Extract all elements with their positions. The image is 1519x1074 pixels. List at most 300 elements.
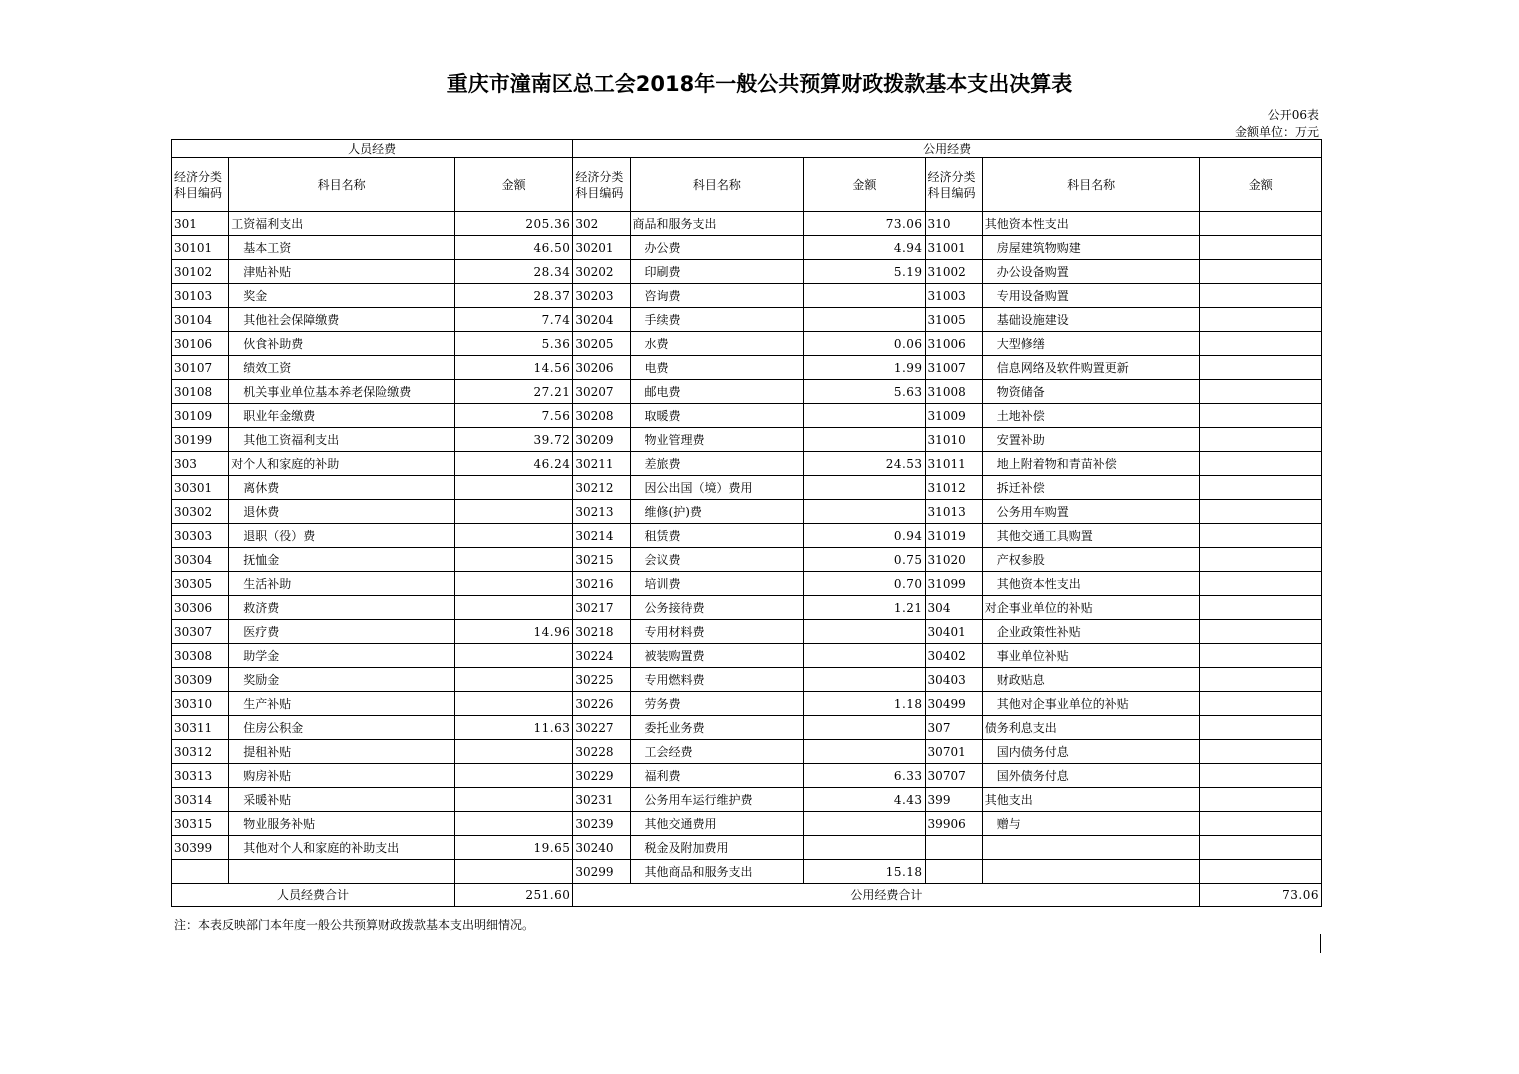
economic-code: 30109: [172, 404, 229, 428]
economic-code: 30315: [172, 812, 229, 836]
item-name: 助学金: [229, 644, 455, 668]
amount: 1.18: [804, 692, 925, 716]
item-name: [229, 860, 455, 884]
item-name: 奖金: [229, 284, 455, 308]
economic-code: 30228: [573, 740, 630, 764]
economic-code: 30201: [573, 236, 630, 260]
amount: [1200, 476, 1322, 500]
table-row: [172, 404, 1322, 428]
amount: [1200, 740, 1322, 764]
item-name: 信息网络及软件购置更新: [982, 356, 1200, 380]
amount: [454, 692, 572, 716]
table-row: [172, 332, 1322, 356]
amount: [1200, 428, 1322, 452]
economic-code: [925, 836, 982, 860]
amount: [804, 812, 925, 836]
economic-code: 31001: [925, 236, 982, 260]
header-amount: 金额: [454, 158, 572, 212]
item-name: 提租补贴: [229, 740, 455, 764]
amount: [1200, 212, 1322, 236]
amount: [1200, 260, 1322, 284]
amount: [454, 788, 572, 812]
item-name: 其他资本性支出: [982, 572, 1200, 596]
item-name: 租赁费: [630, 524, 804, 548]
item-name: 退休费: [229, 500, 455, 524]
economic-code: 30309: [172, 668, 229, 692]
amount: 0.75: [804, 548, 925, 572]
amount: 28.34: [454, 260, 572, 284]
item-name: 电费: [630, 356, 804, 380]
amount: [1200, 236, 1322, 260]
economic-code: 30314: [172, 788, 229, 812]
item-name: 商品和服务支出: [630, 212, 804, 236]
table-row: [172, 740, 1322, 764]
item-name: 津贴补贴: [229, 260, 455, 284]
item-name: 土地补偿: [982, 404, 1200, 428]
amount: 0.06: [804, 332, 925, 356]
amount: [804, 284, 925, 308]
item-name: 劳务费: [630, 692, 804, 716]
item-name: 国内债务付息: [982, 740, 1200, 764]
economic-code: 31009: [925, 404, 982, 428]
table-row: [172, 620, 1322, 644]
item-name: 被装购置费: [630, 644, 804, 668]
item-name: 其他交通工具购置: [982, 524, 1200, 548]
personnel-total-amount: 251.60: [454, 884, 572, 907]
economic-code: 31099: [925, 572, 982, 596]
item-name: 工资福利支出: [229, 212, 455, 236]
item-name: 工会经费: [630, 740, 804, 764]
item-name: 其他商品和服务支出: [630, 860, 804, 884]
economic-code: 30108: [172, 380, 229, 404]
item-name: 专用设备购置: [982, 284, 1200, 308]
item-name: 印刷费: [630, 260, 804, 284]
item-name: 委托业务费: [630, 716, 804, 740]
economic-code: 30205: [573, 332, 630, 356]
totals-row: [172, 884, 1322, 907]
economic-code: 30103: [172, 284, 229, 308]
header-amount: 金额: [804, 158, 925, 212]
economic-code: 30312: [172, 740, 229, 764]
item-name: 基础设施建设: [982, 308, 1200, 332]
item-name: 公务用车运行维护费: [630, 788, 804, 812]
amount: [1200, 644, 1322, 668]
amount: 6.33: [804, 764, 925, 788]
amount: [1200, 548, 1322, 572]
item-name: 培训费: [630, 572, 804, 596]
economic-code: 30218: [573, 620, 630, 644]
section-personnel: 人员经费: [172, 140, 573, 158]
item-name: 专用燃料费: [630, 668, 804, 692]
item-name: 其他工资福利支出: [229, 428, 455, 452]
economic-code: 302: [573, 212, 630, 236]
economic-code: 30707: [925, 764, 982, 788]
economic-code: 30226: [573, 692, 630, 716]
amount: [1200, 620, 1322, 644]
header-code: 经济分类科目编码: [925, 158, 982, 212]
item-name: 奖励金: [229, 668, 455, 692]
table-row: [172, 500, 1322, 524]
item-name: 抚恤金: [229, 548, 455, 572]
economic-code: 30107: [172, 356, 229, 380]
edge-mark: [1320, 934, 1321, 953]
amount: [1200, 452, 1322, 476]
economic-code: [925, 860, 982, 884]
amount-unit: 金额单位：万元: [1234, 125, 1319, 139]
item-name: 其他交通费用: [630, 812, 804, 836]
table-row: [172, 812, 1322, 836]
item-name: 公务用车购置: [982, 500, 1200, 524]
amount: 14.96: [454, 620, 572, 644]
economic-code: 30217: [573, 596, 630, 620]
table-row: [172, 668, 1322, 692]
amount: 7.56: [454, 404, 572, 428]
section-public: 公用经费: [573, 140, 1322, 158]
item-name: 退职（役）费: [229, 524, 455, 548]
economic-code: 30203: [573, 284, 630, 308]
item-name: 手续费: [630, 308, 804, 332]
item-name: [982, 836, 1200, 860]
economic-code: 399: [925, 788, 982, 812]
table-row: [172, 476, 1322, 500]
economic-code: 30102: [172, 260, 229, 284]
amount: [1200, 332, 1322, 356]
economic-code: 30313: [172, 764, 229, 788]
amount: [1200, 380, 1322, 404]
item-name: 对个人和家庭的补助: [229, 452, 455, 476]
economic-code: 30104: [172, 308, 229, 332]
economic-code: 31011: [925, 452, 982, 476]
economic-code: 31005: [925, 308, 982, 332]
header-code: 经济分类科目编码: [172, 158, 229, 212]
economic-code: 30211: [573, 452, 630, 476]
amount: [1200, 524, 1322, 548]
table-row: [172, 788, 1322, 812]
economic-code: 31010: [925, 428, 982, 452]
amount: [454, 572, 572, 596]
item-name: 职业年金缴费: [229, 404, 455, 428]
economic-code: 30307: [172, 620, 229, 644]
economic-code: [172, 860, 229, 884]
amount: [1200, 692, 1322, 716]
economic-code: 30310: [172, 692, 229, 716]
table-row: [172, 692, 1322, 716]
item-name: 取暖费: [630, 404, 804, 428]
item-name: 采暖补贴: [229, 788, 455, 812]
item-name: 其他对个人和家庭的补助支出: [229, 836, 455, 860]
economic-code: 30101: [172, 236, 229, 260]
amount: [804, 428, 925, 452]
amount: 73.06: [804, 212, 925, 236]
economic-code: 30106: [172, 332, 229, 356]
amount: [454, 644, 572, 668]
amount: [804, 476, 925, 500]
economic-code: 30206: [573, 356, 630, 380]
table-row: [172, 548, 1322, 572]
item-name: 大型修缮: [982, 332, 1200, 356]
amount: 14.56: [454, 356, 572, 380]
table-row: [172, 716, 1322, 740]
public-total-amount: 73.06: [1200, 884, 1322, 907]
economic-code: 31020: [925, 548, 982, 572]
amount: [454, 476, 572, 500]
amount: 28.37: [454, 284, 572, 308]
table-code: 公开06表: [1267, 108, 1319, 122]
item-name: 其他社会保障缴费: [229, 308, 455, 332]
item-name: 购房补贴: [229, 764, 455, 788]
economic-code: 30308: [172, 644, 229, 668]
section-header-row: [172, 140, 1322, 158]
item-name: 离休费: [229, 476, 455, 500]
table-row: [172, 356, 1322, 380]
item-name: 其他对企事业单位的补贴: [982, 692, 1200, 716]
economic-code: 30204: [573, 308, 630, 332]
item-name: 税金及附加费用: [630, 836, 804, 860]
item-name: 公务接待费: [630, 596, 804, 620]
economic-code: 30227: [573, 716, 630, 740]
amount: [1200, 572, 1322, 596]
amount: 0.70: [804, 572, 925, 596]
amount: [454, 668, 572, 692]
economic-code: 31002: [925, 260, 982, 284]
economic-code: 30240: [573, 836, 630, 860]
amount: [1200, 404, 1322, 428]
item-name: 差旅费: [630, 452, 804, 476]
economic-code: 303: [172, 452, 229, 476]
amount: [454, 860, 572, 884]
item-name: 企业政策性补贴: [982, 620, 1200, 644]
economic-code: 31019: [925, 524, 982, 548]
table-row: [172, 452, 1322, 476]
item-name: 办公设备购置: [982, 260, 1200, 284]
table-row: [172, 308, 1322, 332]
economic-code: 30208: [573, 404, 630, 428]
item-name: 邮电费: [630, 380, 804, 404]
amount: [1200, 788, 1322, 812]
amount: [804, 716, 925, 740]
economic-code: 30199: [172, 428, 229, 452]
amount: 46.50: [454, 236, 572, 260]
amount: [454, 524, 572, 548]
economic-code: 30403: [925, 668, 982, 692]
item-name: 其他支出: [982, 788, 1200, 812]
item-name: 福利费: [630, 764, 804, 788]
amount: 5.19: [804, 260, 925, 284]
economic-code: 30701: [925, 740, 982, 764]
economic-code: 30216: [573, 572, 630, 596]
item-name: 生活补助: [229, 572, 455, 596]
amount: [804, 404, 925, 428]
economic-code: 307: [925, 716, 982, 740]
item-name: 因公出国（境）费用: [630, 476, 804, 500]
economic-code: 30305: [172, 572, 229, 596]
amount: 27.21: [454, 380, 572, 404]
table-row: [172, 212, 1322, 236]
amount: [1200, 812, 1322, 836]
amount: 0.94: [804, 524, 925, 548]
item-name: 救济费: [229, 596, 455, 620]
economic-code: 304: [925, 596, 982, 620]
economic-code: 30213: [573, 500, 630, 524]
item-name: 物业管理费: [630, 428, 804, 452]
item-name: 伙食补助费: [229, 332, 455, 356]
amount: [1200, 356, 1322, 380]
table-row: [172, 260, 1322, 284]
item-name: 医疗费: [229, 620, 455, 644]
item-name: [982, 860, 1200, 884]
item-name: 拆迁补偿: [982, 476, 1200, 500]
economic-code: 30311: [172, 716, 229, 740]
amount: [454, 812, 572, 836]
amount: [804, 620, 925, 644]
item-name: 住房公积金: [229, 716, 455, 740]
item-name: 对企事业单位的补贴: [982, 596, 1200, 620]
item-name: 物业服务补贴: [229, 812, 455, 836]
header-code: 经济分类科目编码: [573, 158, 630, 212]
item-name: 债务利息支出: [982, 716, 1200, 740]
economic-code: 30202: [573, 260, 630, 284]
amount: 205.36: [454, 212, 572, 236]
item-name: 财政贴息: [982, 668, 1200, 692]
amount: [454, 500, 572, 524]
economic-code: 30499: [925, 692, 982, 716]
amount: [1200, 500, 1322, 524]
amount: [1200, 716, 1322, 740]
economic-code: 30299: [573, 860, 630, 884]
economic-code: 30302: [172, 500, 229, 524]
amount: [804, 740, 925, 764]
personnel-total-label: 人员经费合计: [172, 884, 455, 907]
table-row: [172, 428, 1322, 452]
table-row: [172, 572, 1322, 596]
amount: 4.94: [804, 236, 925, 260]
table-row: [172, 596, 1322, 620]
economic-code: 30207: [573, 380, 630, 404]
economic-code: 31012: [925, 476, 982, 500]
table-row: [172, 764, 1322, 788]
economic-code: 30301: [172, 476, 229, 500]
economic-code: 30224: [573, 644, 630, 668]
amount: [804, 500, 925, 524]
item-name: 安置补助: [982, 428, 1200, 452]
economic-code: 30231: [573, 788, 630, 812]
economic-code: 30303: [172, 524, 229, 548]
header-name: 科目名称: [229, 158, 455, 212]
item-name: 绩效工资: [229, 356, 455, 380]
item-name: 事业单位补贴: [982, 644, 1200, 668]
amount: 4.43: [804, 788, 925, 812]
table-row: [172, 284, 1322, 308]
amount: [1200, 284, 1322, 308]
amount: 46.24: [454, 452, 572, 476]
header-name: 科目名称: [982, 158, 1200, 212]
page-title: 重庆市潼南区总工会2018年一般公共预算财政拨款基本支出决算表: [446, 72, 1073, 96]
header-name: 科目名称: [630, 158, 804, 212]
economic-code: 30214: [573, 524, 630, 548]
amount: [1200, 836, 1322, 860]
amount: [454, 596, 572, 620]
footnote: 注：本表反映部门本年度一般公共预算财政拨款基本支出明细情况。: [174, 918, 535, 932]
item-name: 赠与: [982, 812, 1200, 836]
economic-code: 31006: [925, 332, 982, 356]
amount: 24.53: [804, 452, 925, 476]
item-name: 地上附着物和青苗补偿: [982, 452, 1200, 476]
amount: 39.72: [454, 428, 572, 452]
item-name: 水费: [630, 332, 804, 356]
item-name: 产权参股: [982, 548, 1200, 572]
item-name: 国外债务付息: [982, 764, 1200, 788]
economic-code: 31003: [925, 284, 982, 308]
economic-code: 30239: [573, 812, 630, 836]
table-row: [172, 380, 1322, 404]
item-name: 房屋建筑物购建: [982, 236, 1200, 260]
table-row: [172, 524, 1322, 548]
item-name: 会议费: [630, 548, 804, 572]
table-row: [172, 836, 1322, 860]
economic-code: 30209: [573, 428, 630, 452]
amount: [1200, 668, 1322, 692]
economic-code: 31007: [925, 356, 982, 380]
amount: [454, 740, 572, 764]
table-row: [172, 644, 1322, 668]
economic-code: 30304: [172, 548, 229, 572]
economic-code: 30399: [172, 836, 229, 860]
economic-code: 30306: [172, 596, 229, 620]
economic-code: 31008: [925, 380, 982, 404]
table-row: [172, 860, 1322, 884]
expenditure-table: [171, 139, 1322, 907]
amount: 19.65: [454, 836, 572, 860]
amount: [1200, 860, 1322, 884]
amount: [804, 308, 925, 332]
economic-code: 30215: [573, 548, 630, 572]
amount: 11.63: [454, 716, 572, 740]
amount: 5.36: [454, 332, 572, 356]
item-name: 其他资本性支出: [982, 212, 1200, 236]
header-amount: 金额: [1200, 158, 1322, 212]
amount: [454, 548, 572, 572]
economic-code: 30212: [573, 476, 630, 500]
public-total-label: 公用经费合计: [573, 884, 1200, 907]
economic-code: 310: [925, 212, 982, 236]
economic-code: 31013: [925, 500, 982, 524]
item-name: 生产补贴: [229, 692, 455, 716]
amount: [804, 644, 925, 668]
economic-code: 30225: [573, 668, 630, 692]
economic-code: 39906: [925, 812, 982, 836]
amount: 7.74: [454, 308, 572, 332]
amount: [804, 836, 925, 860]
amount: [1200, 308, 1322, 332]
amount: [804, 668, 925, 692]
amount: [1200, 596, 1322, 620]
item-name: 咨询费: [630, 284, 804, 308]
column-header-row: [172, 158, 1322, 212]
amount: 15.18: [804, 860, 925, 884]
amount: [454, 764, 572, 788]
item-name: 办公费: [630, 236, 804, 260]
amount: 5.63: [804, 380, 925, 404]
item-name: 维修(护)费: [630, 500, 804, 524]
economic-code: 30402: [925, 644, 982, 668]
economic-code: 30401: [925, 620, 982, 644]
item-name: 机关事业单位基本养老保险缴费: [229, 380, 455, 404]
amount: 1.99: [804, 356, 925, 380]
economic-code: 301: [172, 212, 229, 236]
table-row: [172, 236, 1322, 260]
amount: 1.21: [804, 596, 925, 620]
economic-code: 30229: [573, 764, 630, 788]
